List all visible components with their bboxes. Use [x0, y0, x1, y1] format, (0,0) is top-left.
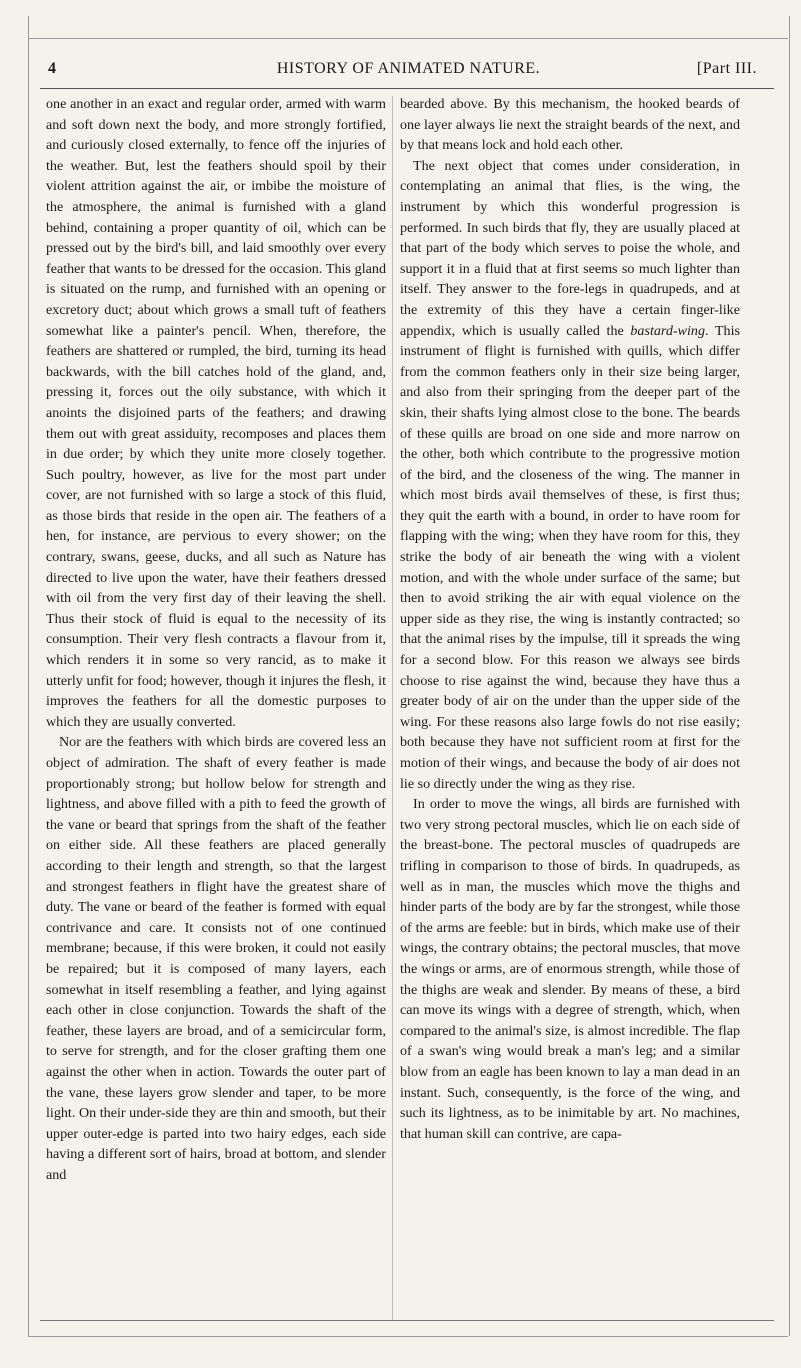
left-column: [46, 94, 386, 1185]
paragraph: bearded above. By this mechanism, the hooked beards of one layer always lie next the straight beards of the next, and by that means lock and hold each other.: [400, 96, 740, 154]
paragraph-text: The next object that comes under consideration, in contemplating an animal that flies, is the wing, the instrument by which this wonderful progression is performed. In such birds that fly, they are usually placed at that part of the body which serves to poise the whole, and support it in a fluid that at first seems so much lighter than itself. They answer to the fore-legs in quadrupeds, and at the extremity of this they have a certain finger-like appendix, which is usually called the: [400, 157, 740, 339]
paragraph: Nor are the feathers with which birds are covered less an object of admiration. The shaft of every feather is made proportionably strong; but hollow below for strength and lightness, and above filled with a pith to feed the growth of the vane or beard that springs from the shaft of the feather on either side. All these feathers are placed generally according to their length and strength, so that the largest and strongest feathers in flight have the greatest share of duty. The vane or beard of the feather is formed with equal contrivance and care. It consists not of one continued membrane; because, if this were broken, it could not easily be repaired; but it is composed of many layers, each somewhat in itself resembling a feather, and lying against each other in close conjunction. Towards the shaft of the feather, these layers are broad, and of a semicircular form, to serve for strength, and for the closer grafting them one against the other when in action. Towards the outer part of the vane, these layers grow slender and taper, to be more light. On their under-side they are thin and smooth, but their upper outer-edge is parted into two hairy edges, each side having a different sort of hairs, broad at bottom, and slender and: [46, 734, 386, 1183]
bottom-edge-line: [28, 1336, 788, 1337]
running-title: HISTORY OF ANIMATED NATURE.: [276, 60, 541, 77]
column-divider: [392, 96, 393, 1320]
page-number: 4: [48, 60, 57, 77]
paragraph-text: . This instrument of flight is furnished with quills, which differ from the common feathers only in their size being larger, and also from their springing from the deeper part of the skin, their shafts lying almost close to the bone. The beards of these quills are broad on one side and more narrow on the other, both which contribute to the progressive motion of the bird, and the closeness of the wing. The manner in which most birds avail themselves of these, is first thus; they quit the earth with a bound, in order to have room for flapping with the wing; when they have room for this, they strike the body of air beneath the wing with a violent motion, and with the whole under surface of the same; but then to avoid striking the air with equal violence on the upper side as they rise, the wing is instantly contracted; so that the animal rises by the impulse, till it spreads the wing for a second blow. For this reason we always see birds choose to rise against the wind, because they have thus a greater body of air on the under than the upper side of the wing. For these reasons also large fowls do not rise easily; both because they have not sufficient room at first for the motion of their wings, and because the body of air does not lie so directly under the wing as they rise.: [400, 322, 740, 792]
paragraph: [400, 156, 740, 794]
italic-term: bastard-wing: [630, 322, 706, 339]
bottom-rule: [40, 1320, 774, 1321]
part-label: [Part III.: [696, 60, 757, 77]
top-edge-line: [28, 38, 788, 39]
paragraph: one another in an exact and regular order, armed with warm and soft down next the body, and more strongly fortified, and curiously closed externally, to fence off the injuries of the weather. But, lest the feathers should spoil by their violent attrition against the air, or imbibe the moisture of the atmosphere, the animal is furnished with a gland behind, containing a proper quantity of oil, which can be pressed out by the bird's bill, and laid smoothly over every feather that wants to be dressed for the occasion. This gland is situated on the rump, and furnished with an opening or excretory duct; about which grows a small tuft of feathers somewhat like a painter's pencil. When, therefore, the feathers are shattered or rumpled, the bird, turning its head backwards, with the bill catches hold of the gland, and, pressing it, forces out the oily substance, with which it anoints the disjoined parts of the feathers; and drawing them out with great assiduity, recomposes and places them in due order; by which they unite more closely together. Such poultry, however, as live for the most part under cover, are not furnished with so large a stock of this fluid, as those birds that reside in the open air. The feathers of a hen, for instance, are pervious to every shower; on the contrary, swans, geese, ducks, and all such as Nature has directed to live upon the water, have their feathers dressed with oil from the very first day of their leaving the shell. Thus their stock of fluid is equal to the necessity of its consumption. Their very flesh contracts a flavour from it, which renders it in some so very rancid, as to make it utterly unfit for food; however, though it injures the flesh, it improves the feathers for all the domestic purposes to which they are usually converted.: [46, 96, 386, 730]
paragraph: In order to move the wings, all birds are furnished with two very strong pectoral muscles, which lie on each side of the breast-bone. The pectoral muscles of quadrupeds are trifling in comparison to those of birds. In quadrupeds, as well as in man, the muscles which move the thighs and hinder parts of the body are by far the strongest, while those of the arms are feeble: but in birds, which make use of their wings, the contrary obtains; the pectoral muscles, that move the wings or arms, are of enormous strength, while those of the thighs are weak and slender. By means of these, a bird can move its wings with a degree of strength, which, when compared to the animal's size, is almost incredible. The flap of a swan's wing would break a man's leg; and a similar blow from an eagle has been known to lay a man dead in an instant. Such, consequently, is the force of the wing, and such its lightness, as to be inimitable by art. No machines, that human skill can contrive, are capa-: [400, 796, 740, 1142]
header-rule: [40, 88, 774, 89]
running-header: [40, 60, 777, 86]
right-column: [400, 94, 740, 1144]
